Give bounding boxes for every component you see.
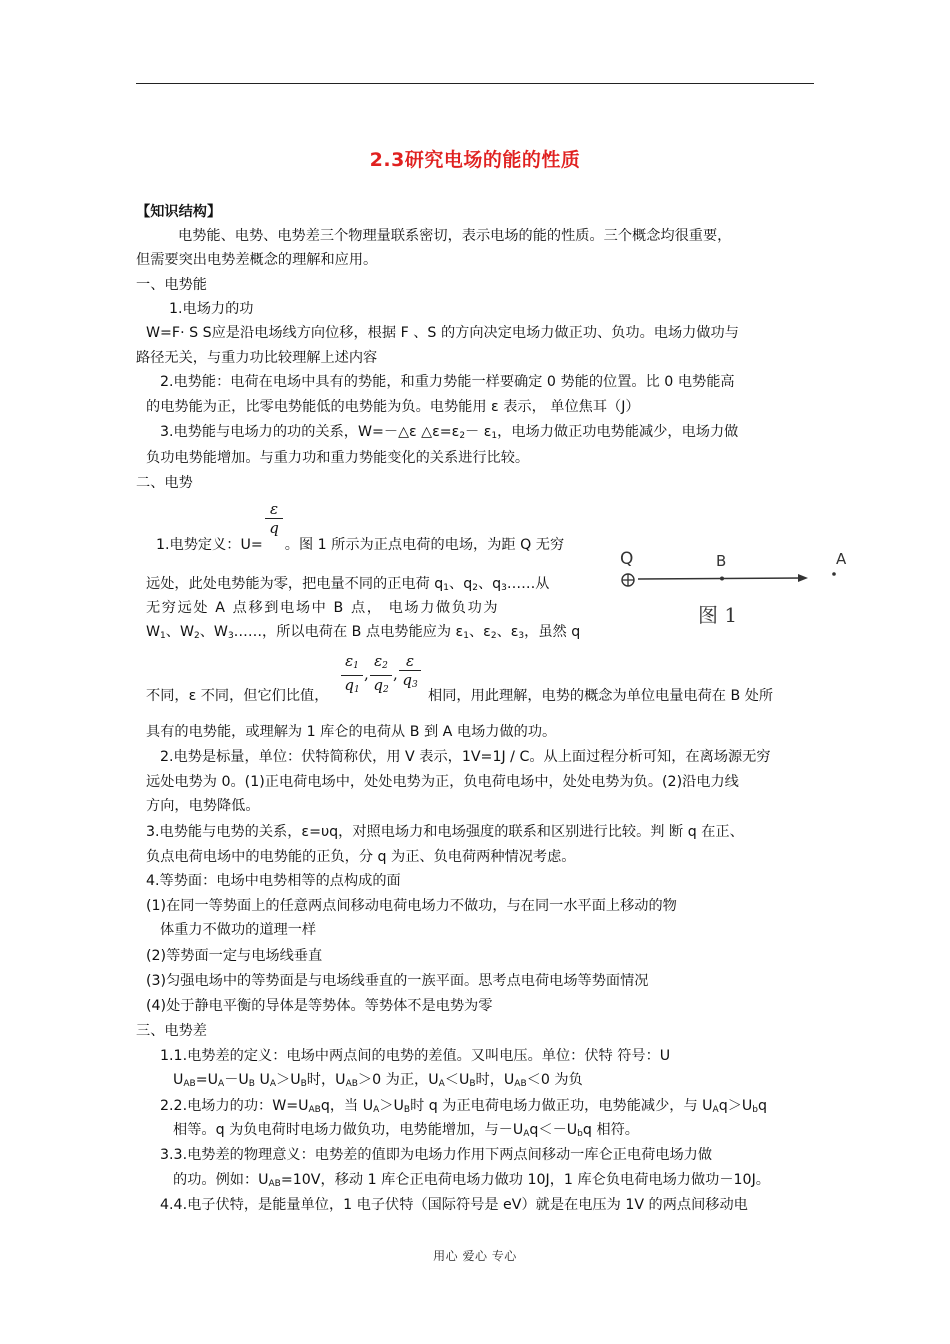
paragraph-line: 但需要突出电势差概念的理解和应用。 <box>136 252 378 268</box>
figure-1 <box>612 538 862 638</box>
section-knowledge-structure: 【知识结构】 <box>136 204 222 220</box>
comma: , <box>393 665 398 683</box>
figure-caption: 图 1 <box>698 603 738 627</box>
heading-potential-difference: 三、电势差 <box>136 1023 207 1039</box>
label-q: Q <box>620 549 634 569</box>
fraction-eps2-over-q2: $\varepsilon_2$ $q_2$ <box>370 652 392 699</box>
paragraph-line: 无穷远处 A 点移到电场中 B 点， 电场力做负功为 <box>146 600 500 616</box>
heading-potential: 二、电势 <box>136 475 193 491</box>
paragraph-line: 方向，电势降低。 <box>146 798 260 814</box>
paragraph-line: 电势能、电势、电势差三个物理量联系密切，表示电场的能的性质。三个概念均很重要， <box>178 228 732 244</box>
paragraph-line: (1)在同一等势面上的任意两点间移动电荷电场力不做功，与在同一水平面上移动的物 <box>146 898 677 914</box>
arrow-head-icon <box>798 574 808 582</box>
page-title: 2.3研究电场的能的性质 <box>369 149 581 171</box>
paragraph-line: 具有的电势能，或理解为 1 库仑的电荷从 B 到 A 电场力做的功。 <box>146 724 557 740</box>
point-b <box>720 577 724 581</box>
comma: , <box>364 665 369 683</box>
paragraph-line: 负点电荷电场中的电势能的正负，分 q 为正、负电荷两种情况考虑。 <box>146 849 576 865</box>
paragraph-line: 相等。q 为负电荷时电场力做负功，电势能增加，与$-U_Aq<-U_bq$ 相符。 <box>173 1122 639 1139</box>
paragraph-line: 不同，ε 不同，但它们比值， <box>146 688 329 704</box>
paragraph-line: W=F· S S应是沿电场线方向位移，根据 F 、S 的方向决定电场力做正功、负功。电场力做功与 <box>146 325 739 341</box>
paragraph-line: 1.电势定义：U= 。图 1 所示为正点电荷的电场，为距 Q 无穷 <box>156 537 565 553</box>
paragraph-line: 3.电势能与电势的关系，ε=υq，对照电场力和电场强度的联系和区别进行比较。判 断 q 在正、 <box>146 824 744 840</box>
fraction-eps-over-q: ε q <box>265 500 283 537</box>
paragraph-line: 体重力不做功的道理一样 <box>160 922 317 938</box>
paragraph-line: 路径无关，与重力功比较理解上述内容 <box>136 350 378 366</box>
point-a <box>832 572 836 576</box>
paragraph-line: 1.电场力的功 <box>169 301 254 317</box>
paragraph-line: 3.电势能与电场力的功的关系，W=－△ε $\triangle\varepsilon=\varepsilon_2- \varepsilon_1$，电场力做正功电势能减少，电场力做 <box>160 424 739 441</box>
paragraph-line: 负功电势能增加。与重力功和重力势能变化的关系进行比较。 <box>146 450 530 466</box>
paragraph-line: (2)等势面一定与电场线垂直 <box>146 948 323 964</box>
paragraph-line: 2.2.电场力的功：$W=U_{AB}q$，当 $U_A>U_B$时 q 为正电荷电场力做正功，电势能减少，与 $U_Aq>U_bq$ <box>160 1098 768 1115</box>
paragraph-line: $W_1$、$W_2$、$W_3\dots\dots$，所以电荷在 B 点电势能应为 $\varepsilon_1$、$\varepsilon_2$、$\varepsilon_3$，虽然 q <box>146 624 581 641</box>
label-b: B <box>716 552 727 570</box>
paragraph-line: (4)处于静电平衡的导体是等势体。等势体不是电势为零 <box>146 998 493 1014</box>
heading-potential-energy: 一、电势能 <box>136 277 207 293</box>
paragraph-line: 远处，此处电势能为零，把电量不同的正电荷 $q_1$、$q_2$、$q_3\dots\dots$从 <box>146 576 550 593</box>
page-footer: 用心 爱心 专心 <box>433 1249 517 1263</box>
field-line-sketch <box>612 538 862 638</box>
label-a: A <box>836 550 847 568</box>
fraction-eps-over-q3: ε $q_3$ <box>399 652 421 694</box>
paragraph-line: 3.3.电势差的物理意义：电势差的值即为电场力作用下两点间移动一库仑正电荷电场力做 <box>160 1147 713 1163</box>
paragraph-line: 2.电势能：电荷在电场中具有的势能，和重力势能一样要确定 0 势能的位置。比 0 电势能高 <box>160 374 735 390</box>
paragraph-line: 4.4.电子伏特，是能量单位，1 电子伏特（国际符号是 eV）就是在电压为 1V 的两点间移动电 <box>160 1197 748 1213</box>
paragraph-line: 相同，用此理解，电势的概念为单位电量电荷在 B 处所 <box>428 688 774 704</box>
paragraph-line: 2.电势是标量，单位：伏特简称伏，用 V 表示，1V=1J / C。从上面过程分析可知，在离场源无穷 <box>160 749 771 765</box>
header-rule <box>136 83 814 84</box>
paragraph-line: $U_{AB}=U_A-U_B$ $U_A>U_B$时，$U_{AB}>0$ 为正，$U_A<U_B$时，$U_{AB}<0$ 为负 <box>173 1072 583 1089</box>
paragraph-line: 的功。例如：$U_{AB}=10V$，移动 1 库仑正电荷电场力做功 10J，1 库仑负电荷电场力做功－10J。 <box>173 1172 770 1189</box>
paragraph-line: 1.1.电势差的定义：电场中两点间的电势的差值。又叫电压。单位：伏特 符号：U <box>160 1048 671 1064</box>
paragraph-line: (3)匀强电场中的等势面是与电场线垂直的一族平面。思考点电荷电场等势面情况 <box>146 973 649 989</box>
fraction-eps1-over-q1: $\varepsilon_1$ $q_1$ <box>341 652 363 699</box>
paragraph-line: 的电势能为正，比零电势能低的电势能为负。电势能用 ε 表示， 单位焦耳（J） <box>146 399 640 415</box>
paragraph-line: 远处电势为 0。(1)正电荷电场中，处处电势为正，负电荷电场中，处处电势为负。(2)沿电力线 <box>146 774 739 790</box>
paragraph-line: 4.等势面：电场中电势相等的点构成的面 <box>146 873 401 889</box>
